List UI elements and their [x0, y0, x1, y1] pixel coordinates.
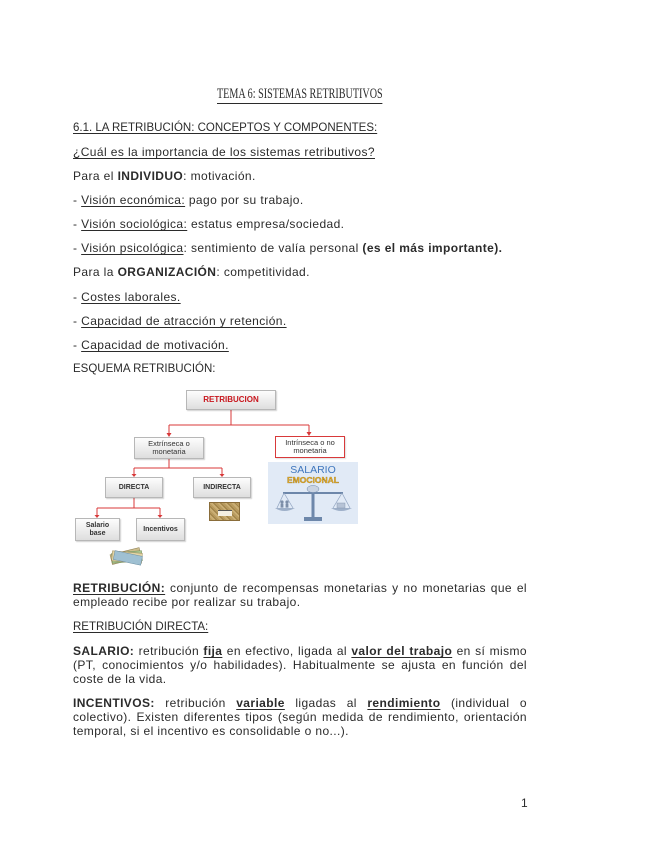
salario-emocional-line2: EMOCIONAL	[287, 475, 339, 485]
organizacion-prefix: Para la	[73, 265, 118, 279]
section-heading: 6.1. LA RETRIBUCIÓN: CONCEPTOS Y COMPONENTES:	[73, 122, 378, 134]
paragraph-text: retribución	[134, 644, 204, 658]
item-label: Visión psicológica	[81, 241, 184, 255]
list-dash: -	[73, 193, 82, 207]
list-dash: -	[73, 217, 82, 231]
item-note: (es el más importante).	[362, 241, 503, 255]
salario-emocional-line1: SALARIO	[290, 464, 336, 476]
salario-emocional-illustration	[268, 462, 358, 524]
list-dash: -	[73, 314, 82, 328]
page-number: 1	[521, 796, 529, 810]
retribucion-directa-heading: RETRIBUCIÓN DIRECTA:	[73, 621, 209, 633]
diagram-node-directa: DIRECTA	[105, 477, 163, 498]
item-label: Visión económica:	[81, 193, 186, 207]
esquema-heading: ESQUEMA RETRIBUCIÓN:	[73, 363, 216, 375]
paragraph-text: en sí mismo (PT, conocimientos y/o habilidades). Habitualmente se ajusta en función del coste de la vida.	[73, 644, 527, 686]
salario-term: SALARIO:	[73, 644, 135, 658]
list-dash: -	[73, 241, 82, 255]
diagram-node-intrinseca: Intrínseca o no monetaria	[275, 436, 345, 458]
diagram-node-extrinseca: Extrínseca o monetaria	[134, 437, 204, 459]
keyword: valor del trabajo	[351, 644, 453, 658]
paragraph-text: retribución	[154, 696, 237, 710]
organizacion-term: ORGANIZACIÓN	[117, 265, 217, 279]
paragraph-text: en efectivo, ligada al	[222, 644, 352, 658]
vouchers-image	[209, 502, 240, 521]
definicion-text: conjunto de recompensas monetarias y no monetarias que el empleado recibe por realizar su trabajo.	[73, 581, 527, 609]
list-dash: -	[73, 338, 82, 352]
individuo-term: INDIVIDUO	[117, 169, 184, 183]
item-label: Capacidad de motivación.	[81, 338, 229, 352]
paragraph-text: (individual o colectivo). Existen diferentes tipos (según medida de rendimiento, orientación temporal, si el incentivo es consolidable o no...).	[73, 696, 527, 738]
diagram-node-salario-base: Salario base	[75, 518, 120, 541]
individuo-prefix: Para el	[73, 169, 118, 183]
keyword: fija	[203, 644, 223, 658]
item-text: estatus empresa/sociedad.	[187, 217, 345, 231]
item-text: : sentimiento de valía personal	[183, 241, 363, 255]
diagram-node-incentivos: Incentivos	[136, 518, 185, 541]
page-title: TEMA 6: SISTEMAS RETRIBUTIVOS	[217, 86, 383, 102]
paragraph-text: ligadas al	[284, 696, 368, 710]
salario-paragraph	[73, 644, 527, 686]
item-label: Visión sociológica:	[81, 217, 188, 231]
diagram-node-indirecta: INDIRECTA	[193, 477, 251, 498]
diagram-node-retribucion: RETRIBUCION	[186, 390, 276, 410]
organizacion-suffix: : competitividad.	[216, 265, 310, 279]
definicion-paragraph	[73, 581, 527, 609]
item-label: Costes laborales.	[81, 290, 181, 304]
list-dash: -	[73, 290, 82, 304]
item-text: pago por su trabajo.	[185, 193, 304, 207]
individuo-suffix: : motivación.	[183, 169, 256, 183]
banknotes-image	[107, 545, 146, 566]
incentivos-paragraph	[73, 696, 527, 738]
keyword: rendimiento	[367, 696, 441, 710]
incentivos-term: INCENTIVOS:	[73, 696, 155, 710]
item-label: Capacidad de atracción y retención.	[81, 314, 287, 328]
definicion-term: RETRIBUCIÓN:	[73, 581, 166, 595]
section-question: ¿Cuál es la importancia de los sistemas retributivos?	[73, 145, 375, 159]
keyword: variable	[236, 696, 285, 710]
voucher-label-icon	[218, 510, 232, 516]
